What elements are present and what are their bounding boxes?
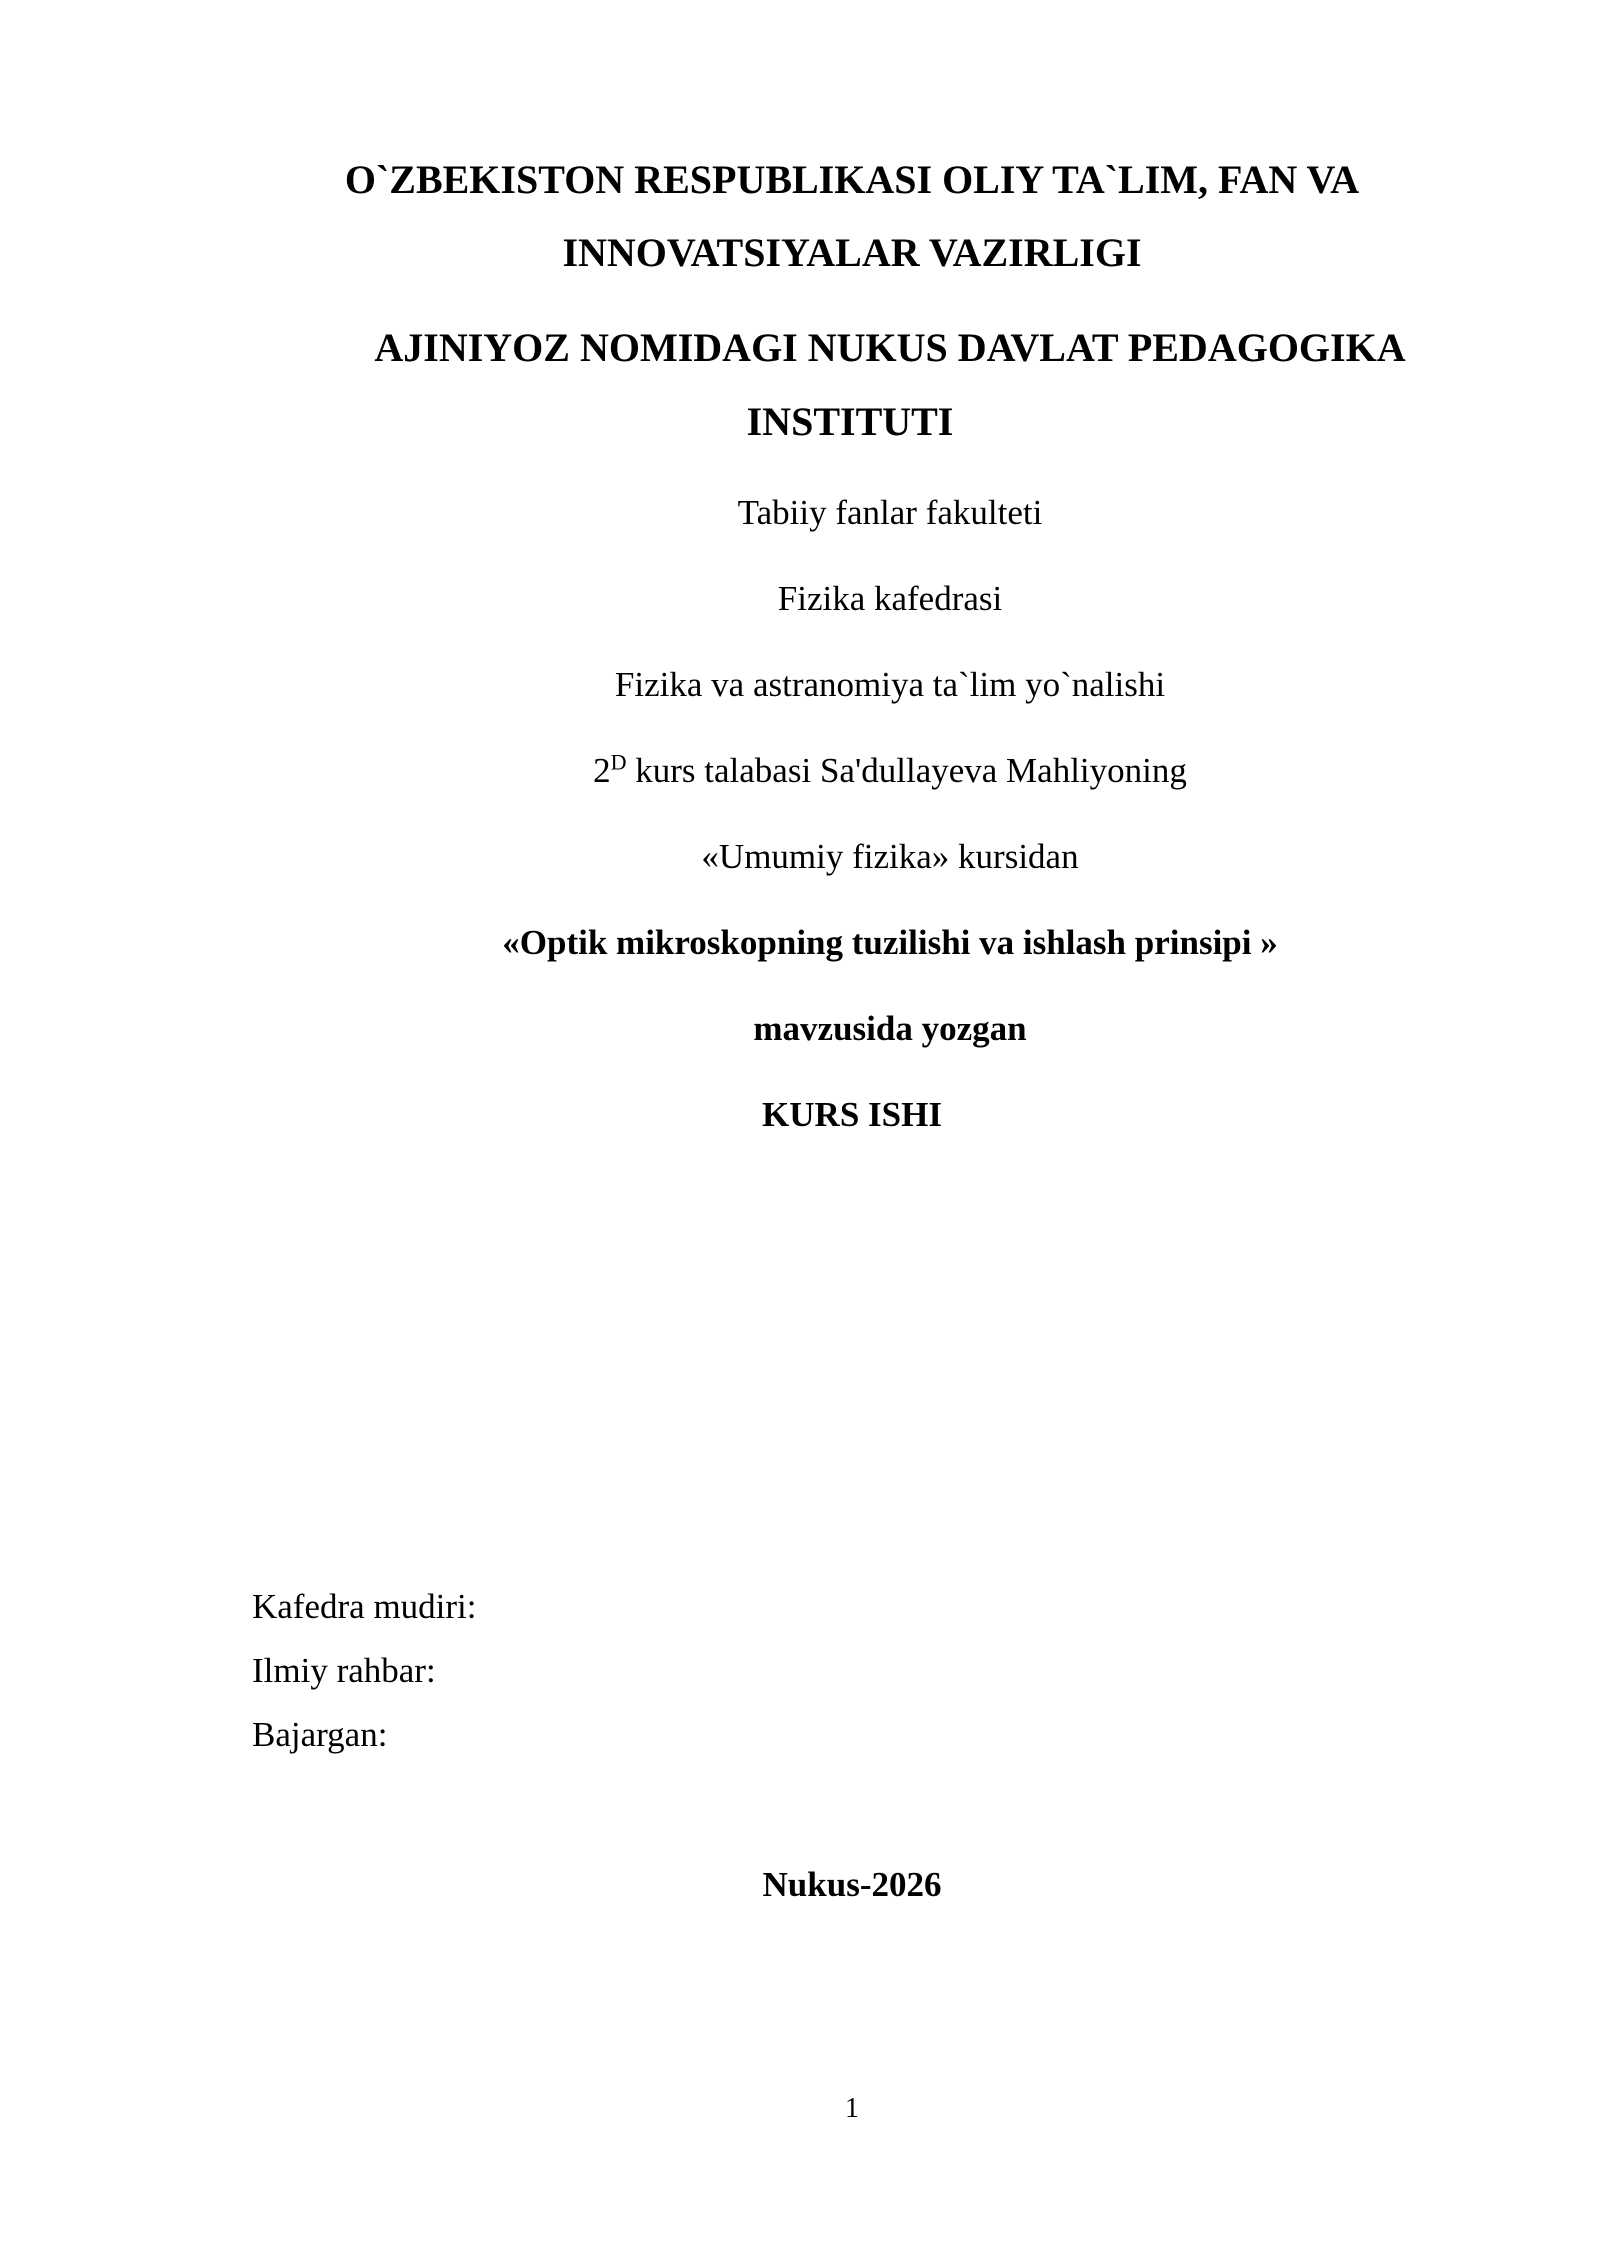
page-number: 1 xyxy=(845,2093,859,2124)
signature-advisor: Ilmiy rahbar: xyxy=(252,1651,436,1690)
topic-subtitle: mavzusida yozgan xyxy=(753,1009,1027,1048)
study-direction: Fizika va astranomiya ta`lim yo`nalishi xyxy=(614,665,1166,704)
student-line xyxy=(593,751,1187,791)
city-year: Nukus-2026 xyxy=(762,1865,942,1904)
student-name-text: kurs talabasi Sa'dullayeva Mahliyoning xyxy=(626,751,1187,790)
signature-performed: Bajargan: xyxy=(252,1715,388,1754)
ministry-title-line-1: O`ZBEKISTON RESPUBLIKASI OLIY TA`LIM, FAN VA xyxy=(344,157,1360,202)
topic-title: «Optik mikroskopning tuzilishi va ishlash prinsipi » xyxy=(502,923,1278,962)
student-course-number: 2 xyxy=(593,751,611,790)
ministry-title-line-2: INNOVATSIYALAR VAZIRLIGI xyxy=(562,230,1142,275)
course-name: «Umumiy fizika» kursidan xyxy=(701,837,1079,876)
institute-title-line-1: AJINIYOZ NOMIDAGI NUKUS DAVLAT PEDAGOGIKA xyxy=(374,325,1406,370)
work-type: KURS ISHI xyxy=(762,1095,942,1134)
chair-name: Fizika kafedrasi xyxy=(777,579,1003,618)
signature-head-of-chair: Kafedra mudiri: xyxy=(252,1587,477,1626)
student-course-letter: D xyxy=(610,749,627,775)
faculty-name: Tabiiy fanlar fakulteti xyxy=(737,493,1043,532)
institute-title-line-2: INSTITUTI xyxy=(746,399,954,444)
